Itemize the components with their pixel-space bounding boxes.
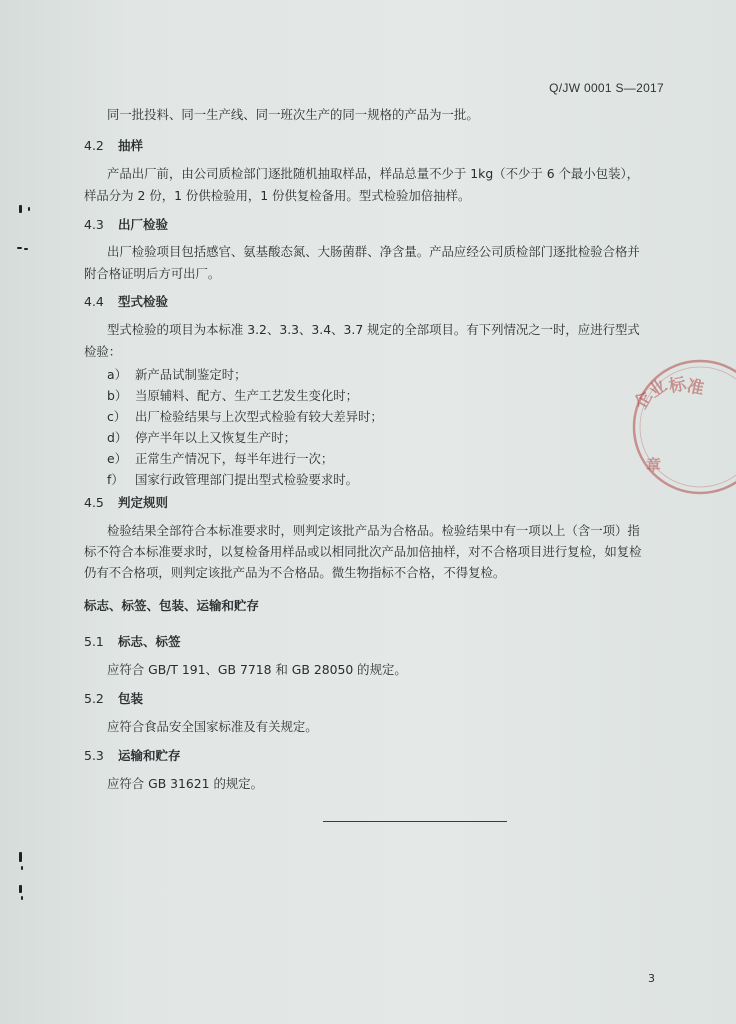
- list-item-text: 停产半年以上又恢复生产时；: [135, 430, 297, 445]
- list-marker: d）: [107, 430, 128, 445]
- judgment-rules-text-line-1: 检验结果全部符合本标准要求时，则判定该批产品为合格品。检验结果中有一项以上（含一项）指: [107, 523, 640, 538]
- scan-speck: [21, 866, 23, 870]
- section-4-2-title: 抽样: [118, 138, 144, 153]
- section-5-1-number: 5.1: [84, 634, 104, 649]
- end-rule: [323, 821, 507, 822]
- section-4-5-number: 4.5: [84, 495, 104, 510]
- type-inspection-text-line-2: 检验：: [84, 344, 122, 359]
- section-5-3-number: 5.3: [84, 748, 104, 763]
- sampling-text-line-1: 产品出厂前，由公司质检部门逐批随机抽取样品，样品总量不少于 1kg（不少于 6 个最小包装），: [107, 166, 640, 181]
- list-marker: a）: [107, 367, 127, 382]
- scan-speck: [28, 207, 30, 211]
- section-4-5-heading: [84, 495, 168, 511]
- list-item-text: 当原辅料、配方、生产工艺发生变化时；: [135, 388, 359, 403]
- svg-text:章: 章: [646, 456, 662, 474]
- scan-speck: [19, 205, 22, 213]
- list-item-text: 正常生产情况下，每半年进行一次；: [135, 451, 334, 466]
- page-number: 3: [648, 972, 655, 985]
- factory-inspection-text-line-2: 附合格证明后方可出厂。: [84, 266, 221, 281]
- list-marker: b）: [107, 388, 128, 403]
- company-seal-stamp: [618, 352, 736, 502]
- judgment-rules-text-line-2: 标不符合本标准要求时，以复检备用样品或以相同批次产品加倍抽样，对不合格项目进行复检，如复检: [84, 544, 642, 559]
- scan-speck: [21, 896, 23, 900]
- packaging-text: 应符合食品安全国家标准及有关规定。: [107, 719, 318, 734]
- section-4-3-number: 4.3: [84, 217, 104, 232]
- section-4-3-heading: [84, 217, 168, 233]
- list-item-text: 新产品试制鉴定时；: [135, 367, 247, 382]
- list-item: [107, 367, 247, 383]
- list-item: [107, 388, 358, 404]
- section-4-3-title: 出厂检验: [118, 217, 169, 232]
- labeling-text: 应符合 GB/T 191、GB 7718 和 GB 28050 的规定。: [107, 662, 407, 677]
- scan-speck: [24, 248, 28, 250]
- svg-text:企: 企: [631, 387, 657, 413]
- section-5-2-title: 包装: [118, 691, 144, 706]
- list-item-text: 出厂检验结果与上次型式检验有较大差异时；: [135, 409, 383, 424]
- section-4-5-title: 判定规则: [118, 495, 169, 510]
- section-5-1-title: 标志、标签: [118, 634, 181, 649]
- section-5-3-heading: [84, 748, 181, 764]
- list-marker: e）: [107, 451, 128, 466]
- batch-definition-text: 同一批投料、同一生产线、同一班次生产的同一规格的产品为一批。: [107, 107, 479, 122]
- section-4-2-heading: [84, 138, 143, 154]
- list-item: [107, 409, 383, 425]
- type-inspection-text-line-1: 型式检验的项目为本标准 3.2、3.3、3.4、3.7 规定的全部项目。有下列情况之一时，应进行型式: [107, 322, 640, 337]
- list-item: [107, 472, 358, 488]
- section-4-2-number: 4.2: [84, 138, 104, 153]
- list-item-text: 国家行政管理部门提出型式检验要求时。: [135, 472, 359, 487]
- list-marker: c）: [107, 409, 127, 424]
- factory-inspection-text-line-1: 出厂检验项目包括感官、氨基酸态氮、大肠菌群、净含量。产品应经公司质检部门逐批检验合格并: [107, 244, 640, 259]
- sampling-text-line-2: 样品分为 2 份，1 份供检验用，1 份供复检备用。型式检验加倍抽样。: [84, 188, 471, 203]
- section-4-4-heading: [84, 294, 168, 310]
- section-5-2-heading: [84, 691, 143, 707]
- section-5-2-number: 5.2: [84, 691, 104, 706]
- section-5-1-heading: [84, 634, 181, 650]
- list-item: [107, 430, 296, 446]
- section-4-4-title: 型式检验: [118, 294, 169, 309]
- section-5-3-title: 运输和贮存: [118, 748, 181, 763]
- svg-text:标: 标: [667, 374, 688, 397]
- scan-speck: [19, 885, 22, 893]
- svg-text:准: 准: [684, 376, 706, 400]
- section-4-4-number: 4.4: [84, 294, 104, 309]
- list-marker: f）: [107, 472, 124, 487]
- section-5-heading: 标志、标签、包装、运输和贮存: [84, 598, 260, 613]
- scan-speck: [17, 247, 22, 249]
- scan-speck: [19, 852, 22, 862]
- svg-text:业: 业: [645, 375, 671, 403]
- judgment-rules-text-line-3: 仍有不合格项，则判定该批产品为不合格品。微生物指标不合格，不得复检。: [84, 565, 506, 580]
- list-item: [107, 451, 333, 467]
- document-code: Q/JW 0001 S—2017: [549, 81, 664, 95]
- transport-storage-text: 应符合 GB 31621 的规定。: [107, 776, 264, 791]
